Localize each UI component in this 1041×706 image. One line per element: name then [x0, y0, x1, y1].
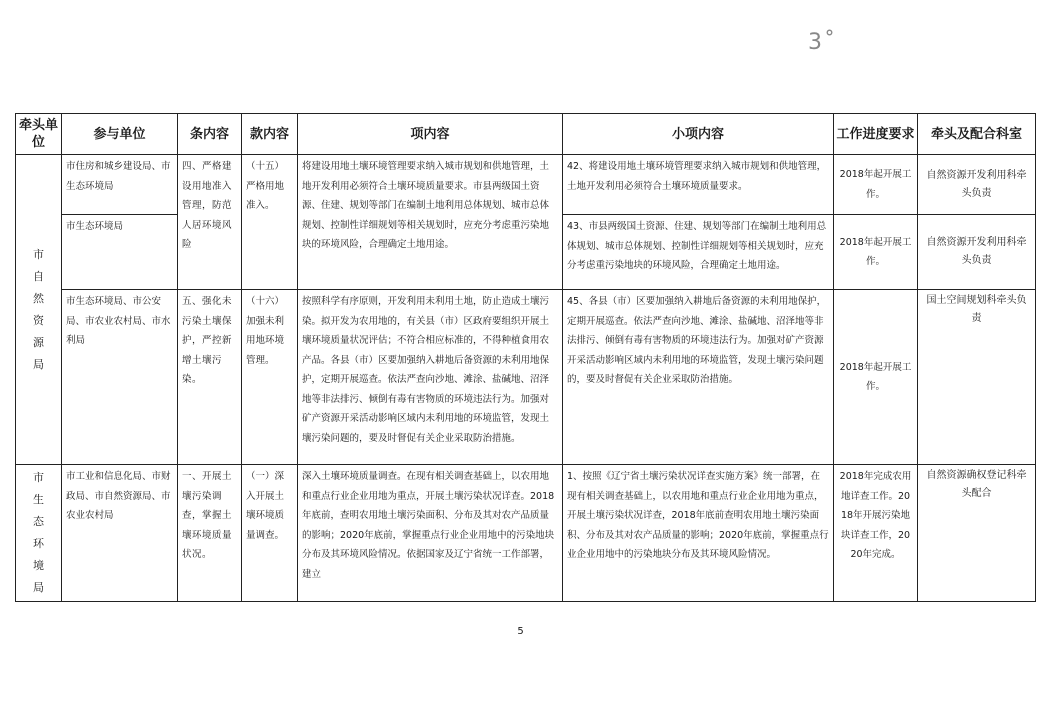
header-row: [16, 114, 1036, 155]
xiang-cell: 深入土壤环境质量调查。在现有相关调查基础上，以农用地和重点行业企业用地为重点，开展土壤污染状况详查。2018年底前，查明农用地土壤污染面积、分布及其对农产品质量的影响；2020年底前，掌握重点行业企业用地中的污染地块分布及其环境风险情况。依据国家及辽宁省统一工作部署，建立: [298, 465, 563, 602]
progress-cell: 2018年完成农用地详查工作。2018年开展污染地块详查工作，2020年完成。: [834, 465, 918, 602]
lead-unit-cell: 市生态环境局: [16, 465, 62, 602]
lead-unit-cell: 市自然资源局: [16, 155, 62, 465]
participants-cell: 市工业和信息化局、市财政局、市自然资源局、市农业农村局: [62, 465, 178, 602]
participants-cell: 市住房和城乡建设局、市生态环境局: [62, 155, 178, 215]
header-lead: 牵头单位: [16, 114, 62, 155]
tiao-cell: 五、强化未污染土壤保护，严控新增土壤污染。: [178, 290, 242, 465]
header-office: 牵头及配合科室: [918, 114, 1036, 155]
header-xiang: 项内容: [298, 114, 563, 155]
kuan-cell: （十六）加强未利用地环境管理。: [242, 290, 298, 465]
table-row: [16, 465, 1036, 602]
page-number: 5: [517, 626, 524, 637]
header-sub: 小项内容: [563, 114, 834, 155]
xiang-cell: 将建设用地土壤环境管理要求纳入城市规划和供地管理，土地开发利用必须符合土壤环境质量要求。市县两级国土资源、住建、规划等部门在编制土地利用总体规划、城市总体规划、控制性详细规划等相关规划时，应充分考虑重污染地块的环境风险，合理确定土地用途。: [298, 155, 563, 290]
participants-cell: 市生态环境局: [62, 215, 178, 290]
office-cell: 国土空间规划科牵头负责: [918, 290, 1036, 465]
progress-cell: 2018年起开展工作。: [834, 155, 918, 215]
xiang-cell: 按照科学有序原则，开发利用未利用土地，防止造成土壤污染。拟开发为农用地的，有关县（市）区政府要组织开展土壤环境质量状况评估；不符合相应标准的，不得种植食用农产品。各县（市）区要加强纳入耕地后备资源的未利用地保护，定期开展巡查。依法严查向沙地、滩涂、盐碱地、沼泽地等非法排污、倾倒有毒有害物质的环境违法行为。加强对矿产资源开采活动影响区域内未利用地的环境监管，发现土壤污染问题的，要及时督促有关企业采取防治措施。: [298, 290, 563, 465]
kuan-cell: （十五）严格用地准入。: [242, 155, 298, 290]
office-cell: 自然资源确权登记科牵头配合: [918, 465, 1036, 602]
header-progress: 工作进度要求: [834, 114, 918, 155]
sub-cell: 1、按照《辽宁省土壤污染状况详查实施方案》统一部署，在现有相关调查基础上，以农用地和重点行业企业用地为重点，开展土壤污染状况详查，2018年底前查明农用地土壤污染面积、分布及其对农产品质量的影响；2020年底前，掌握重点行业企业用地中的污染地块分布及其环境风险情况。: [563, 465, 834, 602]
task-table: [15, 113, 1036, 602]
tiao-cell: 一、开展土壤污染调查，掌握土壤环境质量状况。: [178, 465, 242, 602]
header-participants: 参与单位: [62, 114, 178, 155]
table-row: [16, 155, 1036, 215]
sub-cell: 42、将建设用地土壤环境管理要求纳入城市规划和供地管理，土地开发利用必须符合土壤环境质量要求。: [563, 155, 834, 215]
table-row: [16, 290, 1036, 465]
header-tiao: 条内容: [178, 114, 242, 155]
participants-cell: 市生态环境局、市公安局、市农业农村局、市水利局: [62, 290, 178, 465]
office-cell: 自然资源开发利用科牵头负责: [918, 155, 1036, 215]
sub-cell: 43、市县两级国土资源、住建、规划等部门在编制土地利用总体规划、城市总体规划、控制性详细规划等相关规划时，应充分考虑重污染地块的环境风险，合理确定土地用途。: [563, 215, 834, 290]
tiao-cell: 四、严格建设用地准入管理，防范人居环境风险: [178, 155, 242, 290]
kuan-cell: （一）深入开展土壤环境质量调查。: [242, 465, 298, 602]
header-kuan: 款内容: [242, 114, 298, 155]
sub-cell: 45、各县（市）区要加强纳入耕地后备资源的未利用地保护，定期开展巡查。依法严查向沙地、滩涂、盐碱地、沼泽地等非法排污、倾倒有毒有害物质的环境违法行为。加强对矿产资源开采活动影响区域内未利用地的环境监管，发现土壤污染问题的，要及时督促有关企业采取防治措施。: [563, 290, 834, 465]
progress-cell: 2018年起开展工作。: [834, 215, 918, 290]
office-cell: 自然资源开发利用科牵头负责: [918, 215, 1036, 290]
scan-mark: 3˚: [808, 30, 837, 55]
progress-cell: 2018年起开展工作。: [834, 290, 918, 465]
